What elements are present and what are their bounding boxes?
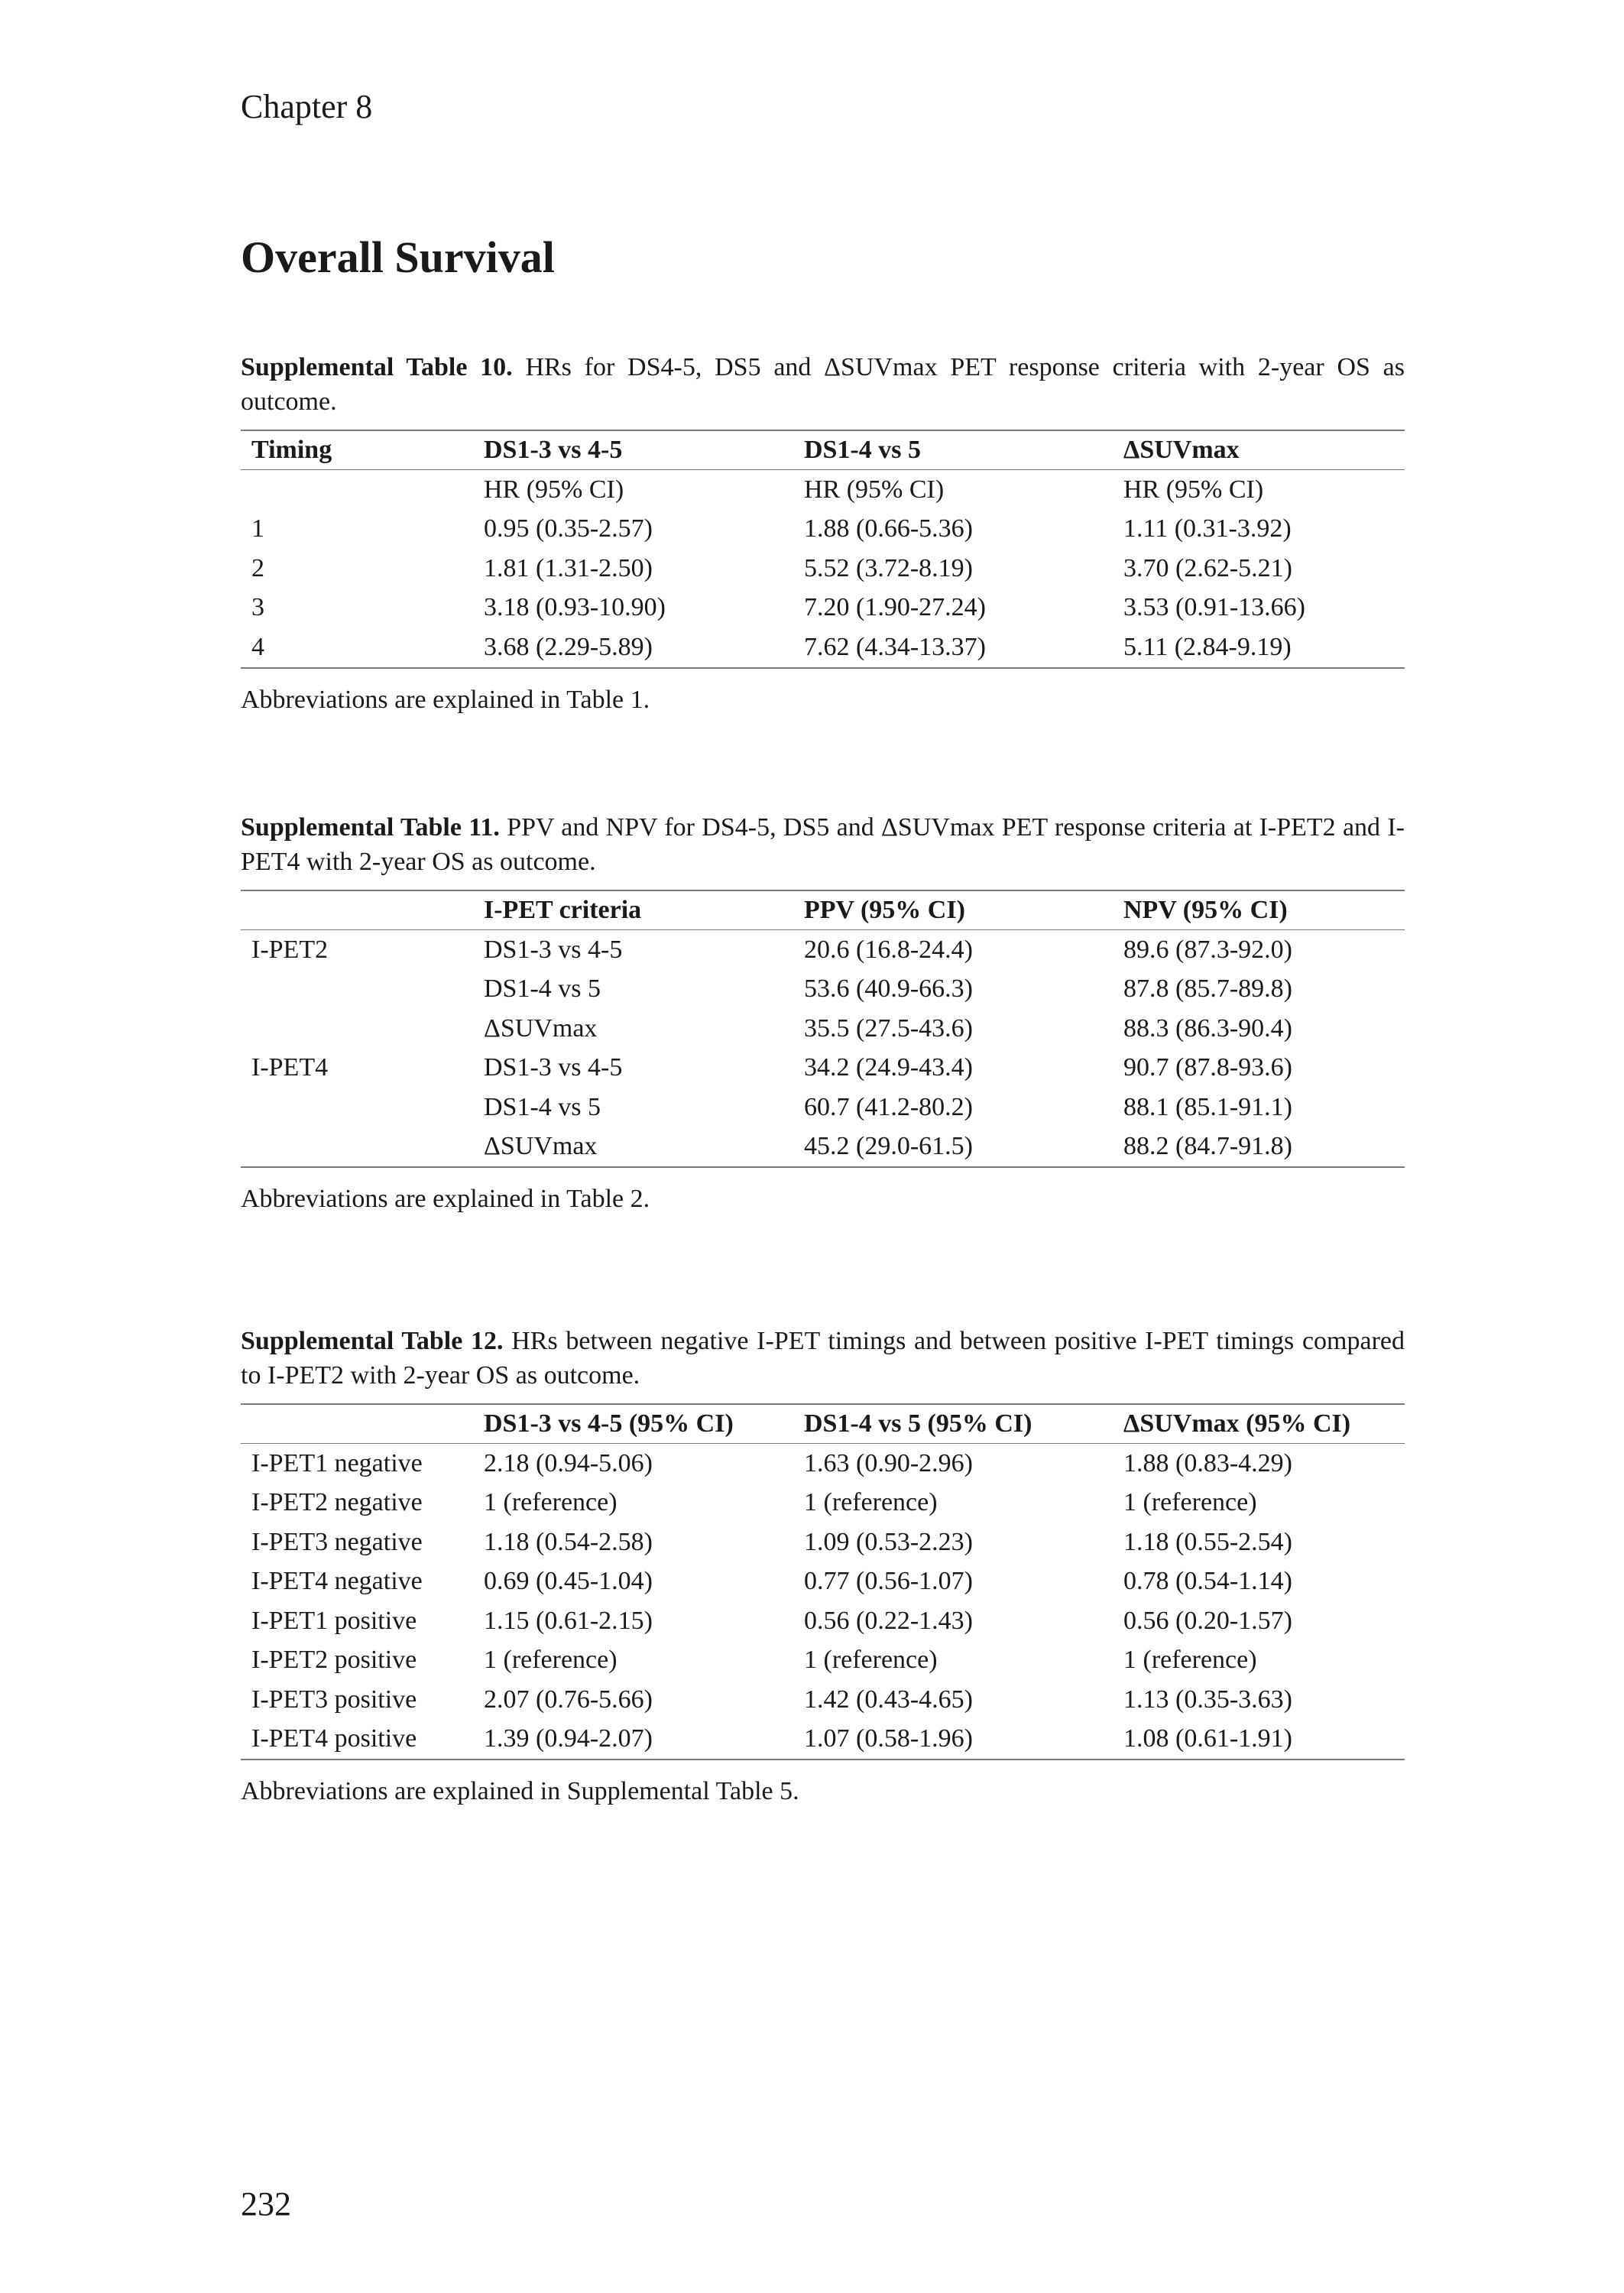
table-cell: I-PET2 positive — [251, 1646, 417, 1675]
table-10-caption — [241, 350, 1405, 419]
table-cell: HR (95% CI) — [484, 475, 624, 504]
section-title: Overall Survival — [241, 232, 555, 282]
table-cell: 1 — [251, 514, 264, 543]
table-cell: 0.56 (0.20-1.57) — [1123, 1606, 1292, 1635]
table-cell: DS1-3 vs 4-5 — [484, 935, 623, 964]
table-cell: 2.18 (0.94-5.06) — [484, 1448, 653, 1477]
table-cell: I-PET3 positive — [251, 1685, 417, 1714]
table-header-cell: ΔSUVmax (95% CI) — [1113, 1404, 1405, 1444]
table-cell: 89.6 (87.3-92.0) — [1123, 935, 1292, 964]
table-row — [241, 1641, 1405, 1681]
table-12-block — [241, 1324, 1405, 1808]
table-row — [241, 628, 1405, 668]
table-cell: 1.11 (0.31-3.92) — [1123, 514, 1292, 543]
table-cell — [241, 1088, 473, 1127]
table-row — [241, 970, 1405, 1010]
table-row — [241, 1444, 1405, 1484]
table-cell: 0.77 (0.56-1.07) — [804, 1567, 973, 1596]
table-10-block — [241, 350, 1405, 717]
table-cell: 1 (reference) — [804, 1646, 938, 1675]
table-cell: 1 (reference) — [804, 1488, 938, 1517]
table-row — [241, 1562, 1405, 1602]
table-header-cell: NPV (95% CI) — [1113, 890, 1405, 930]
table-11-caption-text: PPV and NPV for DS4-5, DS5 and ΔSUVmax PET response criteria at I-PET2 and I-PET4 with 2-year OS as outcome. — [241, 813, 1405, 876]
table-row — [241, 549, 1405, 589]
table-cell: I-PET3 negative — [251, 1527, 423, 1556]
table-cell: 90.7 (87.8-93.6) — [1123, 1053, 1292, 1082]
table-cell: 88.3 (86.3-90.4) — [1123, 1014, 1292, 1043]
table-12 — [241, 1403, 1405, 1760]
table-header-cell: DS1-4 vs 5 — [793, 430, 1113, 470]
table-cell: 4 — [241, 628, 473, 668]
table-row — [241, 589, 1405, 628]
table-12-caption — [241, 1324, 1405, 1393]
table-header-cell: ΔSUVmax — [1113, 430, 1405, 470]
table-cell: 1 (reference) — [484, 1646, 618, 1675]
table-cell: 1.39 (0.94-2.07) — [473, 1720, 793, 1760]
table-cell: DS1-4 vs 5 — [484, 975, 601, 1004]
table-cell: 1 (reference) — [484, 1488, 618, 1517]
table-row — [241, 1009, 1405, 1049]
table-cell: 3.68 (2.29-5.89) — [473, 628, 793, 668]
table-cell: 7.20 (1.90-27.24) — [804, 593, 986, 622]
table-cell: ΔSUVmax — [484, 1014, 598, 1043]
table-cell: 0.69 (0.45-1.04) — [484, 1567, 653, 1596]
table-cell: 1.09 (0.53-2.23) — [804, 1527, 973, 1556]
table-cell: 1.08 (0.61-1.91) — [1113, 1720, 1405, 1760]
table-cell: 2.07 (0.76-5.66) — [484, 1685, 653, 1714]
table-cell: 53.6 (40.9-66.3) — [804, 975, 973, 1004]
table-row — [241, 1049, 1405, 1088]
table-cell: I-PET4 — [251, 1053, 329, 1082]
table-cell: 5.11 (2.84-9.19) — [1113, 628, 1405, 668]
table-cell: 34.2 (24.9-43.4) — [804, 1053, 973, 1082]
table-11 — [241, 890, 1405, 1168]
page-number: 232 — [241, 2185, 291, 2223]
table-10-note: Abbreviations are explained in Table 1. — [241, 685, 650, 714]
table-header-cell: DS1-3 vs 4-5 (95% CI) — [473, 1404, 793, 1444]
table-10 — [241, 430, 1405, 669]
table-cell — [241, 1009, 473, 1049]
table-cell: 1.42 (0.43-4.65) — [804, 1685, 973, 1714]
table-row — [241, 1680, 1405, 1720]
table-cell: 60.7 (41.2-80.2) — [804, 1092, 973, 1121]
table-cell: 7.62 (4.34-13.37) — [793, 628, 1113, 668]
table-11-caption — [241, 810, 1405, 879]
table-cell: 1.88 (0.66-5.36) — [804, 514, 973, 543]
table-cell — [241, 1127, 473, 1168]
table-header-row — [241, 890, 1405, 930]
table-row — [241, 1720, 1405, 1760]
table-cell: 1.63 (0.90-2.96) — [804, 1448, 973, 1477]
table-12-note: Abbreviations are explained in Supplemental Table 5. — [241, 1777, 799, 1805]
table-cell: 1.18 (0.55-2.54) — [1123, 1527, 1292, 1556]
table-header-cell — [241, 1404, 473, 1444]
table-cell: HR (95% CI) — [1123, 475, 1264, 504]
table-cell: 1.13 (0.35-3.63) — [1123, 1685, 1292, 1714]
table-cell: 3.18 (0.93-10.90) — [484, 593, 666, 622]
table-row — [241, 470, 1405, 510]
table-cell: ΔSUVmax — [473, 1127, 793, 1168]
table-cell: 87.8 (85.7-89.8) — [1123, 975, 1292, 1004]
table-row — [241, 1088, 1405, 1127]
table-cell: 3.53 (0.91-13.66) — [1123, 593, 1305, 622]
table-cell: 3.70 (2.62-5.21) — [1123, 553, 1292, 582]
table-cell: 1.18 (0.54-2.58) — [484, 1527, 653, 1556]
table-10-caption-label: Supplemental Table 10. — [241, 353, 513, 381]
table-cell: 1.81 (1.31-2.50) — [484, 553, 653, 582]
table-cell: 1.88 (0.83-4.29) — [1123, 1448, 1292, 1477]
table-cell: 1 (reference) — [1123, 1646, 1257, 1675]
table-cell: 35.5 (27.5-43.6) — [804, 1014, 973, 1043]
table-12-caption-label: Supplemental Table 12. — [241, 1327, 504, 1355]
table-cell: I-PET1 positive — [251, 1606, 417, 1635]
table-header-cell: DS1-3 vs 4-5 — [473, 430, 793, 470]
table-row — [241, 1601, 1405, 1641]
table-row — [241, 510, 1405, 550]
table-cell: 0.95 (0.35-2.57) — [484, 514, 653, 543]
table-header-cell: Timing — [241, 430, 473, 470]
table-header-cell — [241, 890, 473, 930]
table-cell: 88.2 (84.7-91.8) — [1113, 1127, 1405, 1168]
table-cell: DS1-4 vs 5 — [484, 1092, 601, 1121]
table-header-row — [241, 430, 1405, 470]
table-header-cell: DS1-4 vs 5 (95% CI) — [793, 1404, 1113, 1444]
table-cell: I-PET4 positive — [241, 1720, 473, 1760]
table-cell: I-PET1 negative — [251, 1448, 423, 1477]
table-cell: DS1-3 vs 4-5 — [484, 1053, 623, 1082]
table-cell — [241, 970, 473, 1010]
table-cell — [241, 470, 473, 510]
table-row — [241, 930, 1405, 970]
table-cell: 1.15 (0.61-2.15) — [484, 1606, 653, 1635]
table-cell: 3 — [251, 593, 264, 622]
table-row — [241, 1127, 1405, 1168]
table-11-block — [241, 810, 1405, 1216]
table-cell: HR (95% CI) — [804, 475, 945, 504]
chapter-header: Chapter 8 — [241, 88, 373, 125]
table-10-caption-text: HRs for DS4-5, DS5 and ΔSUVmax PET response criteria with 2-year OS as outcome. — [241, 353, 1405, 416]
table-cell: I-PET2 negative — [251, 1488, 423, 1517]
table-11-caption-label: Supplemental Table 11. — [241, 813, 500, 842]
table-row — [241, 1484, 1405, 1523]
table-cell: 20.6 (16.8-24.4) — [804, 935, 973, 964]
table-header-cell: I-PET criteria — [473, 890, 793, 930]
table-header-cell: PPV (95% CI) — [793, 890, 1113, 930]
table-cell: 1.07 (0.58-1.96) — [793, 1720, 1113, 1760]
table-cell: 2 — [251, 553, 264, 582]
table-cell: I-PET2 — [251, 935, 329, 964]
table-cell: 0.56 (0.22-1.43) — [804, 1606, 973, 1635]
table-12-caption-text: HRs between negative I-PET timings and between positive I-PET timings compared to I-PET2 with 2-year OS as outcome. — [241, 1327, 1405, 1390]
table-cell: 88.1 (85.1-91.1) — [1123, 1092, 1292, 1121]
table-cell: I-PET4 negative — [251, 1567, 423, 1596]
table-cell: 0.78 (0.54-1.14) — [1123, 1567, 1292, 1596]
table-11-note: Abbreviations are explained in Table 2. — [241, 1185, 650, 1213]
table-cell: 1 (reference) — [1123, 1488, 1257, 1517]
table-header-row — [241, 1404, 1405, 1444]
table-row — [241, 1523, 1405, 1562]
table-cell: 45.2 (29.0-61.5) — [793, 1127, 1113, 1168]
table-cell: 5.52 (3.72-8.19) — [804, 553, 973, 582]
